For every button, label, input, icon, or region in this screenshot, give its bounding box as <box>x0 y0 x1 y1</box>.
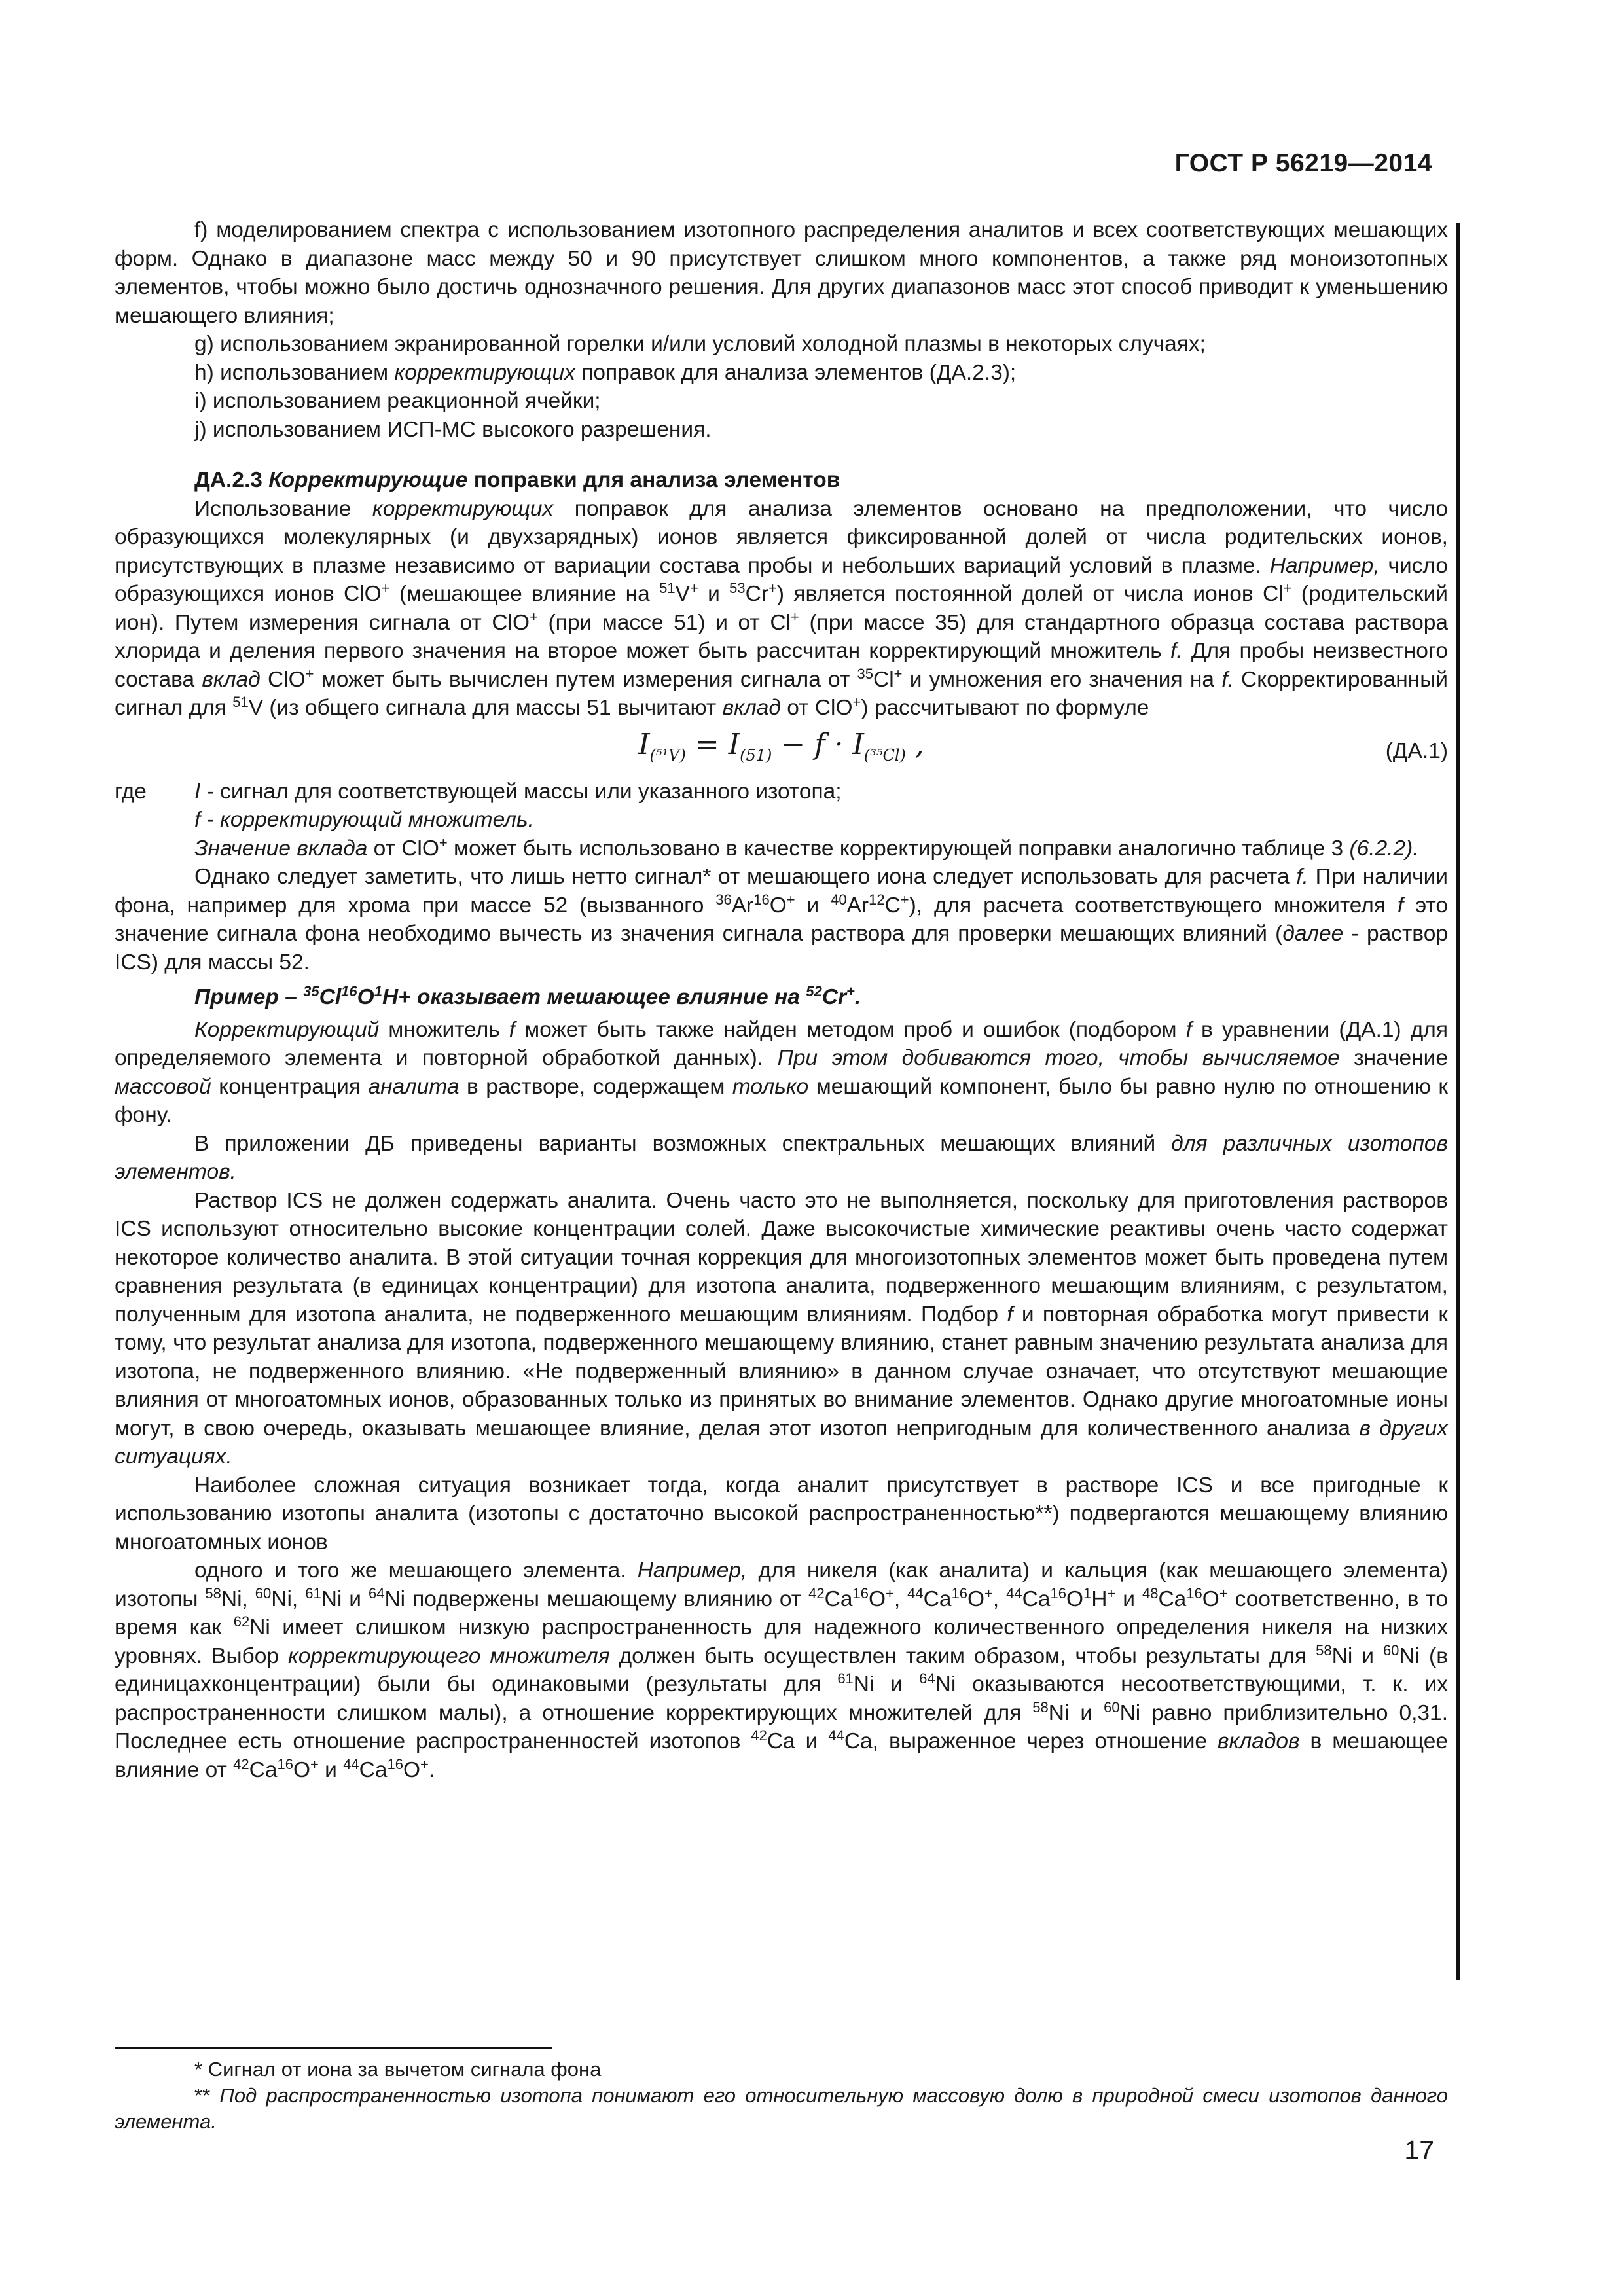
paragraph-nickel-example: одного и того же мешающего элемента. Например, для никеля (как аналита) и кальция (как мешающего элемента) изотопы $^{58}$Ni, $^{60}$Ni, $^{61}$Ni и $^{64}$Ni подвержены мешающему влиянию от $^{42}$Ca$^{16}$O+, $^{44}$Ca$^{16}$O+, $^{44}Ca^{16}O^1H^+$ и $^{48}$Ca$^{16}$O+ соответственно, в то время как $^{62}$Ni имеет слишком низкую распространенность для надежного количественного определения никеля на низких уровнях. Выбор корректирующего множителя должен быть осуществлен таким образом, чтобы результаты для $^{58}$Ni и $^{60}$Ni (в единицахконцентрации) были бы одинаковыми (результаты для $^{61}$Ni и $^{64}$Ni оказываются несоответствующими, т. к. их распространенности слишком малы), а отношение корректирующих множителей для $^{58}$Ni и $^{60}$Ni равно приблизительно 0,31. Последнее есть отношение распространенностей изотопов $^{42}$Ca и $^{44}$Ca, выраженное через отношение вкладов в мешающее влияние от $^{42}$Ca$^{16}$O+ и $^{44}$Ca$^{16}$O+. <box>115 1558 1449 1782</box>
formula-expression: $I_{(^{51}V)} = I_{(51)} - f \cdot I_{(^{35}Cl)}$ , <box>638 728 924 765</box>
paragraph-correction-basis: Использование корректирующих поправок для анализа элементов основано на предположении, что число образующихся молекулярных (и двухзарядных) ионов является фиксированной долей от числа родительских ионов, присутствующих в плазме независимо от вариации состава пробы и небольших вариаций условий в плазме. Например, число образующихся ионов ClO+ (мешающее влияние на $^{51}$V+ и $^{53}$Cr+) является постоянной долей от числа ионов Cl+ (родительский ион). Путем измерения сигнала от ClO+ (при массе 51) и от Cl+ (при массе 35) для стандартного образца состава раствора хлорида и деления первого значения на второе может быть рассчитан корректирующий множитель f. Для пробы неизвестного состава вклад ClO+ может быть вычислен путем измерения сигнала от $^{35}$Cl+ и умножения его значения на f. Скорректированный сигнал для $^{51}$V (из общего сигнала для массы 51 вычитают вклад от ClO+) рассчитывают по формуле <box>115 496 1449 720</box>
where-item-2: f - корректирующий множитель. <box>194 808 534 832</box>
list-item-g: g) использованием экранированной горелки и/или условий холодной плазмы в некоторых случаях; <box>194 332 1206 356</box>
footnote-1: * Сигнал от иона за вычетом сигнала фона <box>194 2058 602 2081</box>
page-body <box>115 216 1448 1784</box>
where-item-3: Значение вклада от ClO+ может быть использовано в качестве корректирующей поправки аналогично таблице 3 (6.2.2). <box>194 834 1419 861</box>
change-bar <box>1456 223 1460 1980</box>
paragraph-ics-solution: Раствор ICS не должен содержать аналита. Очень часто это не выполняется, поскольку для приготовления растворов ICS используют относительно высокие концентрации солей. Даже высокочистые химические реактивы очень часто содержат некоторое количество аналита. В этой ситуации точная коррекция для многоизотопных элементов может быть проведена путем сравнения результата (в единицах концентрации) для изотопа аналита, подверженного мешающим влияниям, с результатом, полученным для изотопа аналита, не подверженного мешающим влияниям. Подбор f и повторная обработка могут привести к тому, что результат анализа для изотопа, подверженного мешающему влиянию, станет равным значению результата анализа для изотопа, не подверженного влиянию. «Не подверженный влиянию» в данном случае означает, что отсутствуют мешающие влияния от многоатомных ионов, образованных только из принятых во внимание элементов. Однако другие многоатомные ионы могут, в свою очередь, оказывать мешающее влияние, делая этот изотоп непригодным для количественного анализа в других ситуациях. <box>115 1188 1448 1469</box>
list-item-h: h) использованием корректирующих поправок для анализа элементов (ДА.2.3); <box>194 360 1017 385</box>
footnotes <box>115 2056 1448 2135</box>
formula-number: (ДА.1) <box>1385 738 1448 763</box>
where-item-1: где I - сигнал для соответствующей массы или указанного изотопа; <box>115 779 842 804</box>
paragraph-appendix-ref: В приложении ДБ приведены варианты возможных спектральных мешающих влияний для различных изотопов элементов. <box>115 1131 1448 1184</box>
section-heading: ДА.2.3 Корректирующие поправки для анализа элементов <box>194 468 840 492</box>
example-note: Пример – $^{35}Cl^{16}O^1H+$ оказывает мешающее влияние на $^{52}$Cr+. <box>194 982 861 1009</box>
paragraph-complex-case: Наиболее сложная ситуация возникает тогда, когда аналит присутствует в растворе ICS и все пригодные к использованию изотопы аналита (изотопы с достаточно высокой распространенностью**) подвергаются мешающему влиянию многоатомных ионов <box>115 1473 1448 1554</box>
document-standard-header: ГОСТ Р 56219—2014 <box>1174 149 1432 177</box>
page-number: 17 <box>1404 2135 1434 2165</box>
footnote-separator <box>115 2047 552 2049</box>
formula-da1 <box>115 725 1448 776</box>
list-item-i: i) использованием реакционной ячейки; <box>194 389 601 413</box>
footnote-2: ** Под распространенностью изотопа понимают его относительную массовую долю в природной смеси изотопов данного элемента. <box>115 2084 1448 2133</box>
list-item-j: j) использованием ИСП-МС высокого разрешения. <box>194 417 712 442</box>
paragraph-trial-error: Корректирующий множитель f может быть также найден методом проб и ошибок (подбором f в уравнении (ДА.1) для определяемого элемента и повторной обработкой данных). При этом добиваются того, чтобы вычисляемое значение массовой концентрация аналита в растворе, содержащем только мешающий компонент, было бы равно нулю по отношению к фону. <box>115 1017 1448 1127</box>
list-item-f: f) моделированием спектра с использованием изотопного распределения аналитов и всех соответствующих мешающих форм. Однако в диапазоне масс между 50 и 90 присутствует слишком много компонентов, а также ряд моноизотопных элементов, чтобы можно было достичь однозначного решения. Для других диапазонов масс этот способ приводит к уменьшению мешающего влияния; <box>115 218 1448 328</box>
paragraph-net-signal: Однако следует заметить, что лишь нетто сигнал* от мешающего иона следует использовать для расчета f. При наличии фона, например для хрома при массе 52 (вызванного $^{36}$Ar$^{16}$O+ и $^{40}$Ar$^{12}$C+), для расчета соответствующего множителя f это значение сигнала фона необходимо вычесть из значения сигнала раствора для проверки мешающих влияний (далее - раствор ICS) для массы 52. <box>115 865 1449 975</box>
